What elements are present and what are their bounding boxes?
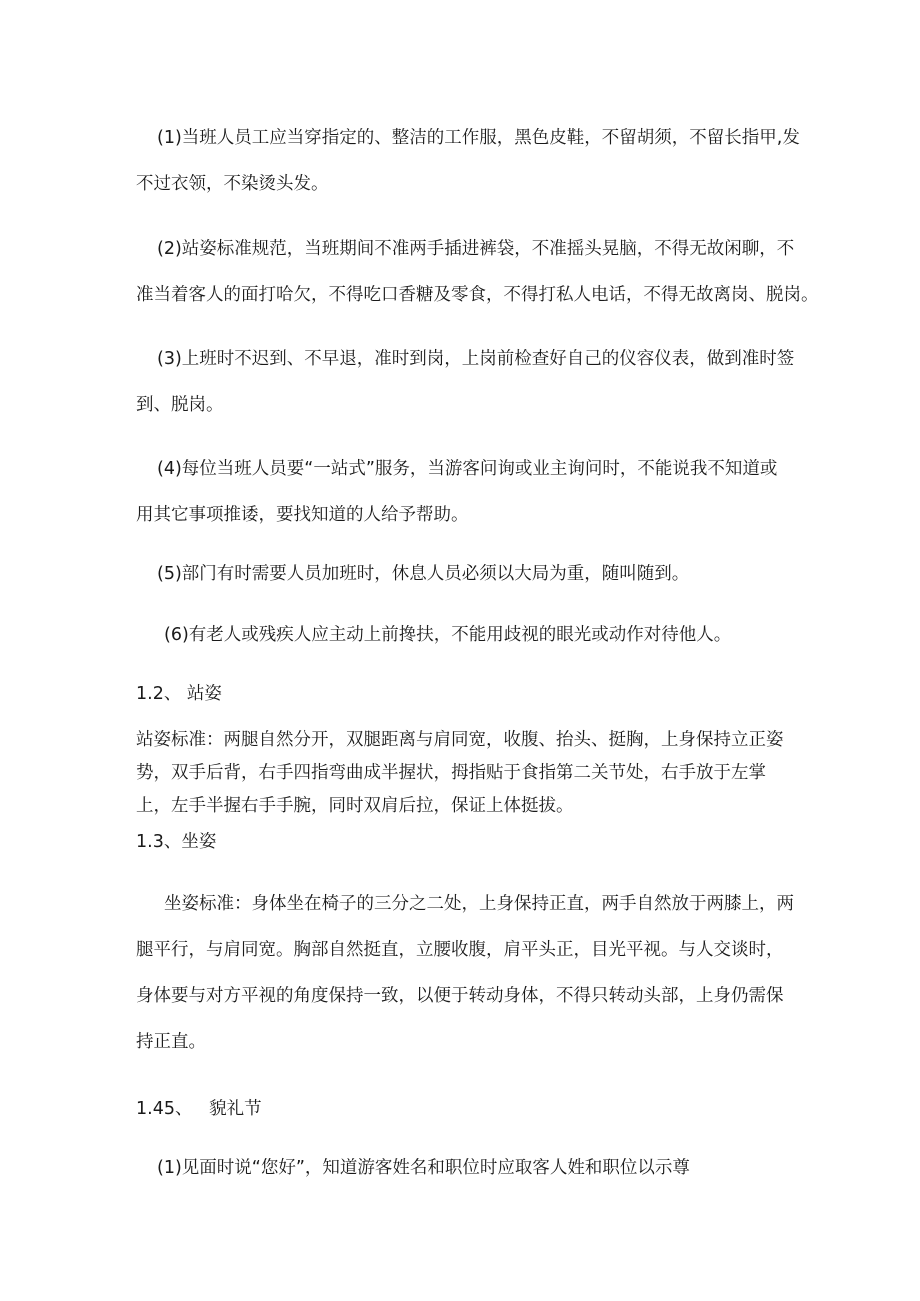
- paragraph-line: (4)每位当班人员要“一站式”服务，当游客问询或业主询问时，不能说我不知道或: [157, 459, 778, 479]
- paragraph-line: 用其它事项推诿，要找知道的人给予帮助。: [136, 505, 469, 525]
- paragraph-line: (6)有老人或残疾人应主动上前搀扶，不能用歧视的眼光或动作对待他人。: [164, 625, 732, 645]
- paragraph-line: 势，双手后背，右手四指弯曲成半握状，拇指贴于食指第二关节处，右手放于左掌: [136, 763, 766, 783]
- paragraph-sitting: [136, 881, 794, 1065]
- paragraph-3: [136, 336, 807, 428]
- section-heading-1-45: [136, 1095, 786, 1123]
- paragraph-line: (1)当班人员工应当穿指定的、整洁的工作服，黑色皮鞋，不留胡须，不留长指甲,发: [157, 128, 800, 148]
- paragraph-standing: [136, 724, 786, 823]
- paragraph-line: 持正直。: [136, 1032, 206, 1052]
- heading-text: 1.45、 貌礼节: [136, 1099, 262, 1119]
- paragraph-greeting: [157, 1154, 807, 1182]
- paragraph-line: 坐姿标准：身体坐在椅子的三分之二处，上身保持正直，两手自然放于两膝上，两: [164, 894, 794, 914]
- paragraph-4: [136, 446, 807, 538]
- paragraph-line: 上，左手半握右手手腕，同时双肩后拉，保证上体挺拔。: [136, 796, 574, 816]
- paragraph-line: (2)站姿标准规范，当班期间不准两手插进裤袋，不准摇头晃脑，不得无故闲聊，不: [157, 239, 795, 259]
- paragraph-line: (1)见面时说“您好”，知道游客姓名和职位时应取客人姓和职位以示尊: [157, 1158, 690, 1178]
- paragraph-6: [164, 621, 814, 649]
- paragraph-line: (3)上班时不迟到、不早退，准时到岗，上岗前检查好自己的仪容仪表，做到准时签: [157, 349, 795, 369]
- section-heading-1-3: [136, 828, 786, 856]
- paragraph-line: 准当着客人的面打哈欠，不得吃口香糖及零食，不得打私人电话，不得无故离岗、脱岗。: [136, 285, 819, 305]
- paragraph-2: [136, 226, 819, 318]
- paragraph-line: (5)部门有时需要人员加班时，休息人员必须以大局为重，随叫随到。: [157, 564, 690, 584]
- heading-text: 1.3、坐姿: [136, 832, 217, 852]
- paragraph-1: [136, 115, 807, 207]
- paragraph-line: 站姿标准：两腿自然分开，双腿距离与肩同宽，收腹、抬头、挺胸，上身保持立正姿: [136, 730, 784, 750]
- paragraph-line: 身体要与对方平视的角度保持一致，以便于转动身体，不得只转动头部，上身仍需保: [136, 986, 784, 1006]
- section-heading-1-2: [136, 680, 786, 708]
- heading-text: 1.2、 站姿: [136, 684, 222, 704]
- paragraph-line: 到、脱岗。: [136, 395, 224, 415]
- paragraph-5: [157, 560, 807, 588]
- paragraph-line: 不过衣领，不染烫头发。: [136, 174, 329, 194]
- paragraph-line: 腿平行，与肩同宽。胸部自然挺直，立腰收腹，肩平头正，目光平视。与人交谈时，: [136, 940, 784, 960]
